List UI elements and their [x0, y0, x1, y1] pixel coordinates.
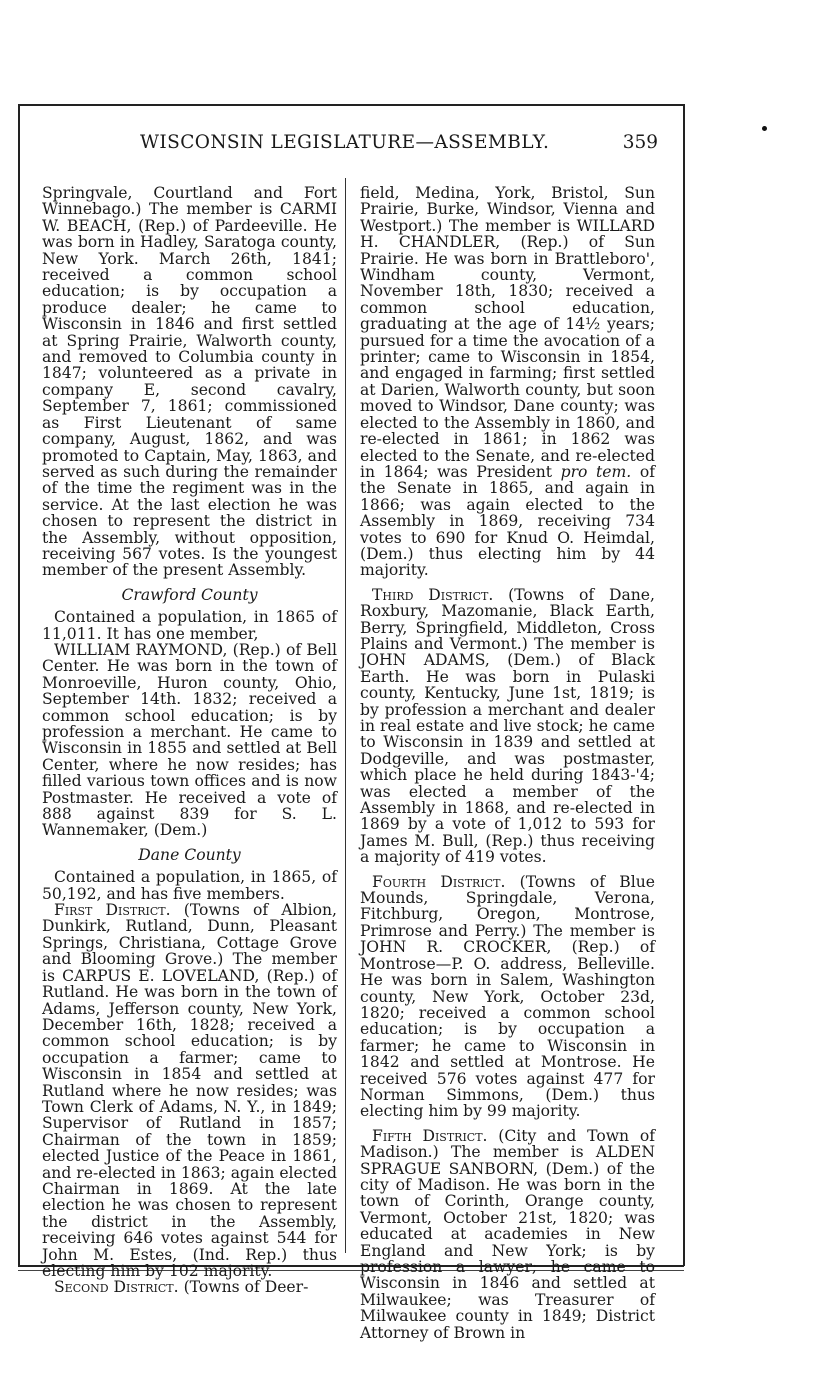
crawford-population: Contained a population, in 1865 of 11,011. It has one member,	[42, 608, 337, 643]
first-district-text: (Towns of Albion, Dunkirk, Rutland, Dunn, Pleasant Springs, Christiana, Cottage Grove and Blooming Grove.) The member is CARPUS E. LOVELAND, (Rep.) of Rutland. He was born in the town of Adams, Jefferson county, New York, December 16th, 1828; received a common school education; is by occupation a farmer; came to Wisconsin in 1854 and settled at Rutland where he now resides; was Town Clerk of Adams, N. Y., in 1849; Supervisor of Rutland in 1857; Chairman of the town in 1859; elected Justice of the Peace in 1861, and re-elected in 1863; again elected Chairman in 1869. At the late election he was chosen to represent the district in the Assembly, receiving 646 votes against 544 for John M. Estes, (Ind. Rep.) thus electing him by 102 majority.	[42, 901, 337, 1280]
second-district-entry	[42, 1279, 337, 1295]
third-district-text: (Towns of Dane, Roxbury, Mazomanie, Black Earth, Berry, Springfield, Middleton, Cross Plains and Vermont.) The member is JOHN ADAMS, (Dem.) of Black Earth. He was born in Pulaski county, Kentucky, June 1st, 1819; is by profession a merchant and dealer in real estate and live stock; he came to Wisconsin in 1839 and settled at Dodgeville, and was postmaster, which place he held during 1843-'4; was elected a member of the Assembly in 1868, and re-elected in 1869 by a vote of 1,012 to 593 for James M. Bull, (Rep.) thus receiving a majority of 419 votes.	[360, 585, 655, 867]
page-frame-top-rule	[18, 104, 684, 106]
pro-tem-italic: pro tem.	[560, 462, 632, 481]
chandler-biography	[360, 185, 655, 579]
fourth-district-entry	[360, 874, 655, 1120]
dane-population: Contained a population, in 1865, of 50,192, and has five members.	[42, 868, 337, 903]
fifth-district-entry	[360, 1128, 655, 1341]
fourth-district-label: Fourth District.	[372, 872, 506, 891]
right-column	[360, 185, 655, 1341]
fifth-district-label: Fifth District.	[372, 1126, 488, 1145]
chandler-text-b: of the Senate in 1865, and again in 1866; was again elected to the Assembly in 1869, receiving 734 votes to 690 for Knud O. Heimdal, (Dem.) thus electing him by 44 majority.	[360, 462, 655, 580]
page-frame-right-rule	[683, 104, 685, 1266]
page-frame-left-rule	[18, 104, 20, 1266]
fourth-district-text: (Towns of Blue Mounds, Springdale, Verona, Fitchburg, Oregon, Montrose, Primrose and Perry.) The member is JOHN R. CROCKER, (Rep.) of Montrose—P. O. address, Belleville. He was born in Salem, Washington county, New York, October 23d, 1820; received a common school education; is by occupation a farmer; he came to Wisconsin in 1842 and settled at Montrose. He received 576 votes against 477 for Norman Simmons, (Dem.) thus electing him by 99 majority.	[360, 872, 655, 1121]
third-district-entry	[360, 587, 655, 866]
column-divider	[345, 178, 346, 1253]
ink-speck	[762, 126, 767, 131]
dane-county-heading: Dane County	[138, 845, 241, 864]
chandler-text-a: field, Medina, York, Bristol, Sun Prairie, Burke, Windsor, Vienna and Westport.) The member is WILLARD H. CHANDLER, (Rep.) of Sun Prairie. He was born in Brattleboro', Windham county, Vermont, November 18th, 1830; received a common school education, graduating at the age of 14½ years; pursued for a time the avocation of a printer; came to Wisconsin in 1854, and engaged in farming; first settled at Darien, Walworth county, but soon moved to Windsor, Dane county; was elected to the Assembly in 1860, and re-elected in 1861; in 1862 was elected to the Senate, and re-elected in 1864; was President	[360, 184, 655, 481]
first-district-entry	[42, 902, 337, 1279]
second-district-text: (Towns of Deer-	[183, 1278, 309, 1297]
page-header	[30, 130, 670, 164]
left-column	[42, 185, 337, 1296]
crawford-county-heading: Crawford County	[121, 585, 258, 604]
fifth-district-text: (City and Town of Madison.) The member is ALDEN SPRAGUE SANBORN, (Dem.) of the city of Madison. He was born in the town of Corinth, Orange county, Vermont, October 21st, 1820; was educated at academies in New England and New York; is by profession a lawyer; he came to Wisconsin in 1846 and settled at Milwaukee; was Treasurer of Milwaukee county in 1849; District Attorney of Brown in	[360, 1126, 655, 1342]
second-district-label: Second District.	[54, 1278, 179, 1297]
beach-biography: Springvale, Courtland and Fort Winnebago.) The member is CARMI W. BEACH, (Rep.) of Pardeeville. He was born in Hadley, Saratoga county, New York. March 26th, 1841; received a common school education; is by occupation a produce dealer; he came to Wisconsin in 1846 and first settled at Spring Prairie, Walworth county, and removed to Columbia county in 1847; volunteered as a private in company E, second cavalry, September 7, 1861; commissioned as First Lieutenant of same company, August, 1862, and was promoted to Captain, May, 1863, and served as such during the remainder of the time the regiment was in the service. At the last election he was chosen to represent the district in the Assembly, without opposition, receiving 567 votes. Is the youngest member of the present Assembly.	[42, 184, 337, 580]
running-title: WISCONSIN LEGISLATURE—ASSEMBLY.	[140, 132, 550, 153]
third-district-label: Third District.	[372, 585, 494, 604]
page-number: 359	[622, 132, 658, 153]
raymond-biography: WILLIAM RAYMOND, (Rep.) of Bell Center. He was born in the town of Monroeville, Huron county, Ohio, September 14th. 1832; received a common school education; is by profession a merchant. He came to Wisconsin in 1855 and settled at Bell Center, where he now resides; has filled various town offices and is now Postmaster. He received a vote of 888 against 839 for S. L. Wannemaker, (Dem.)	[42, 640, 337, 840]
first-district-label: First District.	[54, 901, 171, 920]
